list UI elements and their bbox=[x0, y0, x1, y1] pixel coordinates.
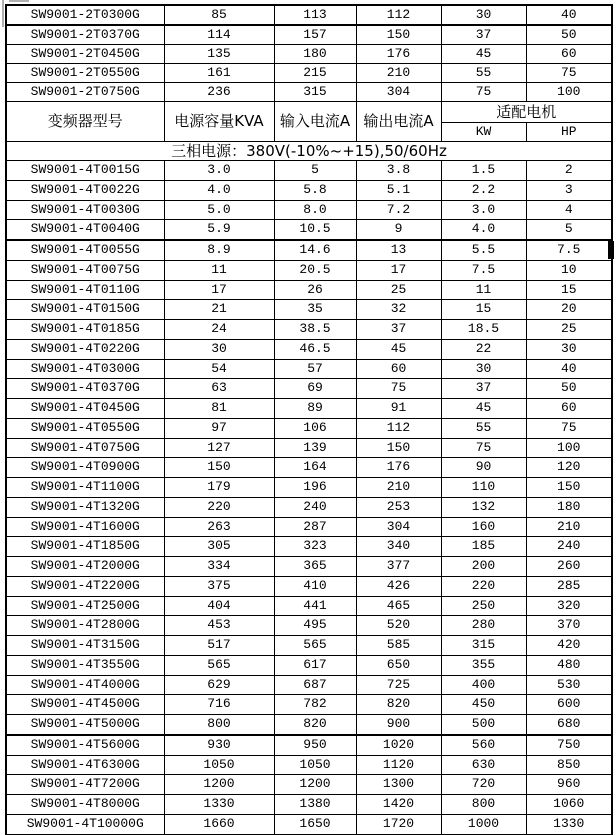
value-cell: 106 bbox=[274, 418, 356, 438]
model-cell: SW9001-4T5600G bbox=[6, 735, 164, 755]
value-cell: 560 bbox=[441, 735, 526, 755]
table-row bbox=[6, 616, 612, 636]
value-cell: 465 bbox=[356, 596, 441, 616]
model-cell: SW9001-4T0750G bbox=[6, 438, 164, 458]
value-cell: 950 bbox=[274, 735, 356, 755]
value-cell: 110 bbox=[441, 478, 526, 498]
model-cell: SW9001-4T0550G bbox=[6, 418, 164, 438]
value-cell: 75 bbox=[526, 418, 612, 438]
table-row bbox=[6, 557, 612, 577]
value-cell: 160 bbox=[441, 517, 526, 537]
value-cell: 480 bbox=[526, 655, 612, 675]
value-cell: 40 bbox=[526, 5, 612, 25]
model-cell: SW9001-4T8000G bbox=[6, 795, 164, 815]
value-cell: 5.5 bbox=[441, 240, 526, 260]
model-cell: SW9001-4T0450G bbox=[6, 399, 164, 419]
model-cell: SW9001-4T4000G bbox=[6, 675, 164, 695]
value-cell: 30 bbox=[164, 339, 274, 359]
value-cell: 127 bbox=[164, 438, 274, 458]
value-cell: 4.0 bbox=[441, 220, 526, 240]
table-row bbox=[6, 596, 612, 616]
value-cell: 2.2 bbox=[441, 180, 526, 200]
value-cell: 1.5 bbox=[441, 161, 526, 181]
value-cell: 3 bbox=[526, 180, 612, 200]
power-source-section-header: 三相电源：380V(-10%~+15),50/60Hz bbox=[6, 142, 612, 161]
table-row bbox=[6, 458, 612, 478]
value-cell: 22 bbox=[441, 339, 526, 359]
value-cell: 3.0 bbox=[441, 200, 526, 220]
value-cell: 315 bbox=[441, 636, 526, 656]
value-cell: 60 bbox=[356, 359, 441, 379]
value-cell: 304 bbox=[356, 83, 441, 102]
value-cell: 250 bbox=[441, 596, 526, 616]
table-row bbox=[6, 695, 612, 715]
value-cell: 287 bbox=[274, 517, 356, 537]
value-cell: 530 bbox=[526, 675, 612, 695]
value-cell: 14.6 bbox=[274, 240, 356, 260]
value-cell: 210 bbox=[356, 478, 441, 498]
value-cell: 650 bbox=[356, 655, 441, 675]
model-cell: SW9001-4T0370G bbox=[6, 379, 164, 399]
value-cell: 5.1 bbox=[356, 180, 441, 200]
value-cell: 15 bbox=[526, 280, 612, 300]
header-row bbox=[6, 102, 612, 123]
value-cell: 370 bbox=[526, 616, 612, 636]
inverter-spec-table bbox=[5, 4, 613, 835]
value-cell: 375 bbox=[164, 576, 274, 596]
value-cell: 180 bbox=[274, 45, 356, 64]
model-cell: SW9001-4T7200G bbox=[6, 775, 164, 795]
value-cell: 100 bbox=[526, 83, 612, 102]
value-cell: 196 bbox=[274, 478, 356, 498]
column-header-output-current: 输出电流A bbox=[356, 102, 441, 142]
value-cell: 617 bbox=[274, 655, 356, 675]
value-cell: 1200 bbox=[164, 775, 274, 795]
value-cell: 97 bbox=[164, 418, 274, 438]
table-row bbox=[6, 180, 612, 200]
model-cell: SW9001-4T0030G bbox=[6, 200, 164, 220]
value-cell: 75 bbox=[441, 83, 526, 102]
value-cell: 30 bbox=[526, 339, 612, 359]
value-cell: 5.0 bbox=[164, 200, 274, 220]
value-cell: 1330 bbox=[164, 795, 274, 815]
table-row bbox=[6, 5, 612, 25]
value-cell: 7.5 bbox=[526, 240, 612, 260]
value-cell: 135 bbox=[164, 45, 274, 64]
value-cell: 150 bbox=[164, 458, 274, 478]
value-cell: 81 bbox=[164, 399, 274, 419]
value-cell: 69 bbox=[274, 379, 356, 399]
value-cell: 20.5 bbox=[274, 260, 356, 280]
value-cell: 450 bbox=[441, 695, 526, 715]
model-cell: SW9001-4T0022G bbox=[6, 180, 164, 200]
table-row bbox=[6, 478, 612, 498]
value-cell: 40 bbox=[526, 359, 612, 379]
value-cell: 75 bbox=[356, 379, 441, 399]
value-cell: 900 bbox=[356, 715, 441, 735]
value-cell: 220 bbox=[441, 576, 526, 596]
value-cell: 161 bbox=[164, 64, 274, 83]
table-row bbox=[6, 260, 612, 280]
value-cell: 215 bbox=[274, 64, 356, 83]
table-row bbox=[6, 300, 612, 320]
model-cell: SW9001-2T0550G bbox=[6, 64, 164, 83]
value-cell: 3.8 bbox=[356, 161, 441, 181]
value-cell: 340 bbox=[356, 537, 441, 557]
value-cell: 253 bbox=[356, 497, 441, 517]
model-cell: SW9001-4T4500G bbox=[6, 695, 164, 715]
value-cell: 630 bbox=[441, 755, 526, 775]
value-cell: 37 bbox=[441, 25, 526, 45]
value-cell: 930 bbox=[164, 735, 274, 755]
value-cell: 5.9 bbox=[164, 220, 274, 240]
scan-artifact-left bbox=[2, 0, 4, 27]
value-cell: 13 bbox=[356, 240, 441, 260]
value-cell: 21 bbox=[164, 300, 274, 320]
value-cell: 38.5 bbox=[274, 320, 356, 340]
table-row bbox=[6, 675, 612, 695]
value-cell: 5.8 bbox=[274, 180, 356, 200]
value-cell: 37 bbox=[441, 379, 526, 399]
value-cell: 960 bbox=[526, 775, 612, 795]
value-cell: 716 bbox=[164, 695, 274, 715]
value-cell: 112 bbox=[356, 5, 441, 25]
value-cell: 91 bbox=[356, 399, 441, 419]
table-row bbox=[6, 735, 612, 755]
model-cell: SW9001-4T0220G bbox=[6, 339, 164, 359]
value-cell: 285 bbox=[526, 576, 612, 596]
model-cell: SW9001-4T3150G bbox=[6, 636, 164, 656]
value-cell: 426 bbox=[356, 576, 441, 596]
value-cell: 585 bbox=[356, 636, 441, 656]
table-row bbox=[6, 320, 612, 340]
value-cell: 377 bbox=[356, 557, 441, 577]
model-cell: SW9001-4T10000G bbox=[6, 814, 164, 834]
value-cell: 800 bbox=[164, 715, 274, 735]
value-cell: 1020 bbox=[356, 735, 441, 755]
value-cell: 1050 bbox=[274, 755, 356, 775]
value-cell: 113 bbox=[274, 5, 356, 25]
table-body-4t-series bbox=[6, 161, 612, 835]
value-cell: 441 bbox=[274, 596, 356, 616]
value-cell: 157 bbox=[274, 25, 356, 45]
table-row bbox=[6, 438, 612, 458]
model-cell: SW9001-4T2800G bbox=[6, 616, 164, 636]
value-cell: 2 bbox=[526, 161, 612, 181]
table-row bbox=[6, 795, 612, 815]
value-cell: 404 bbox=[164, 596, 274, 616]
value-cell: 10 bbox=[526, 260, 612, 280]
value-cell: 240 bbox=[526, 537, 612, 557]
value-cell: 782 bbox=[274, 695, 356, 715]
value-cell: 18.5 bbox=[441, 320, 526, 340]
table-row bbox=[6, 576, 612, 596]
table-row bbox=[6, 497, 612, 517]
model-cell: SW9001-2T0750G bbox=[6, 83, 164, 102]
model-cell: SW9001-4T0150G bbox=[6, 300, 164, 320]
value-cell: 150 bbox=[526, 478, 612, 498]
value-cell: 220 bbox=[164, 497, 274, 517]
value-cell: 500 bbox=[441, 715, 526, 735]
value-cell: 180 bbox=[526, 497, 612, 517]
value-cell: 304 bbox=[356, 517, 441, 537]
value-cell: 1050 bbox=[164, 755, 274, 775]
value-cell: 60 bbox=[526, 45, 612, 64]
table-header-group bbox=[6, 102, 612, 161]
model-cell: SW9001-4T1320G bbox=[6, 497, 164, 517]
scan-artifact-top bbox=[9, 0, 29, 2]
value-cell: 50 bbox=[526, 25, 612, 45]
table-row bbox=[6, 280, 612, 300]
model-cell: SW9001-4T5000G bbox=[6, 715, 164, 735]
value-cell: 5 bbox=[274, 161, 356, 181]
model-cell: SW9001-4T0040G bbox=[6, 220, 164, 240]
value-cell: 1720 bbox=[356, 814, 441, 834]
value-cell: 75 bbox=[526, 64, 612, 83]
value-cell: 55 bbox=[441, 418, 526, 438]
value-cell: 176 bbox=[356, 45, 441, 64]
model-cell: SW9001-2T0370G bbox=[6, 25, 164, 45]
value-cell: 114 bbox=[164, 25, 274, 45]
value-cell: 17 bbox=[356, 260, 441, 280]
model-cell: SW9001-4T0075G bbox=[6, 260, 164, 280]
column-header-model: 变频器型号 bbox=[6, 102, 164, 142]
value-cell: 355 bbox=[441, 655, 526, 675]
value-cell: 1650 bbox=[274, 814, 356, 834]
model-cell: SW9001-4T1600G bbox=[6, 517, 164, 537]
column-header-adapted-motor: 适配电机 bbox=[441, 102, 612, 123]
value-cell: 495 bbox=[274, 616, 356, 636]
section-header-row bbox=[6, 142, 612, 161]
value-cell: 565 bbox=[164, 655, 274, 675]
value-cell: 63 bbox=[164, 379, 274, 399]
value-cell: 132 bbox=[441, 497, 526, 517]
value-cell: 750 bbox=[526, 735, 612, 755]
table-row bbox=[6, 655, 612, 675]
value-cell: 20 bbox=[526, 300, 612, 320]
model-cell: SW9001-4T0110G bbox=[6, 280, 164, 300]
value-cell: 17 bbox=[164, 280, 274, 300]
table-row bbox=[6, 755, 612, 775]
model-cell: SW9001-4T6300G bbox=[6, 755, 164, 775]
value-cell: 8.0 bbox=[274, 200, 356, 220]
value-cell: 687 bbox=[274, 675, 356, 695]
model-cell: SW9001-4T2000G bbox=[6, 557, 164, 577]
value-cell: 280 bbox=[441, 616, 526, 636]
value-cell: 45 bbox=[441, 399, 526, 419]
value-cell: 453 bbox=[164, 616, 274, 636]
value-cell: 25 bbox=[356, 280, 441, 300]
value-cell: 35 bbox=[274, 300, 356, 320]
value-cell: 410 bbox=[274, 576, 356, 596]
value-cell: 365 bbox=[274, 557, 356, 577]
value-cell: 11 bbox=[441, 280, 526, 300]
value-cell: 400 bbox=[441, 675, 526, 695]
value-cell: 236 bbox=[164, 83, 274, 102]
model-cell: SW9001-4T0015G bbox=[6, 161, 164, 181]
value-cell: 1420 bbox=[356, 795, 441, 815]
value-cell: 46.5 bbox=[274, 339, 356, 359]
model-cell: SW9001-4T0300G bbox=[6, 359, 164, 379]
value-cell: 820 bbox=[356, 695, 441, 715]
table-row bbox=[6, 220, 612, 240]
value-cell: 89 bbox=[274, 399, 356, 419]
value-cell: 1200 bbox=[274, 775, 356, 795]
value-cell: 315 bbox=[274, 83, 356, 102]
value-cell: 50 bbox=[526, 379, 612, 399]
value-cell: 1120 bbox=[356, 755, 441, 775]
table-row bbox=[6, 359, 612, 379]
table-row bbox=[6, 240, 612, 260]
column-header-hp: HP bbox=[526, 123, 612, 142]
value-cell: 334 bbox=[164, 557, 274, 577]
value-cell: 420 bbox=[526, 636, 612, 656]
value-cell: 5 bbox=[526, 220, 612, 240]
value-cell: 112 bbox=[356, 418, 441, 438]
value-cell: 55 bbox=[441, 64, 526, 83]
model-cell: SW9001-4T0900G bbox=[6, 458, 164, 478]
column-header-input-current: 输入电流A bbox=[274, 102, 356, 142]
table-row bbox=[6, 379, 612, 399]
value-cell: 7.2 bbox=[356, 200, 441, 220]
value-cell: 60 bbox=[526, 399, 612, 419]
value-cell: 305 bbox=[164, 537, 274, 557]
model-cell: SW9001-2T0300G bbox=[6, 5, 164, 25]
value-cell: 263 bbox=[164, 517, 274, 537]
column-header-capacity: 电源容量KVA bbox=[164, 102, 274, 142]
value-cell: 517 bbox=[164, 636, 274, 656]
value-cell: 24 bbox=[164, 320, 274, 340]
value-cell: 90 bbox=[441, 458, 526, 478]
value-cell: 1660 bbox=[164, 814, 274, 834]
table-row bbox=[6, 161, 612, 181]
value-cell: 37 bbox=[356, 320, 441, 340]
table-row bbox=[6, 339, 612, 359]
model-cell: SW9001-4T1100G bbox=[6, 478, 164, 498]
value-cell: 210 bbox=[356, 64, 441, 83]
table-row bbox=[6, 418, 612, 438]
value-cell: 820 bbox=[274, 715, 356, 735]
value-cell: 1300 bbox=[356, 775, 441, 795]
value-cell: 164 bbox=[274, 458, 356, 478]
value-cell: 1330 bbox=[526, 814, 612, 834]
value-cell: 57 bbox=[274, 359, 356, 379]
model-cell: SW9001-4T2500G bbox=[6, 596, 164, 616]
model-cell: SW9001-4T3550G bbox=[6, 655, 164, 675]
model-cell: SW9001-2T0450G bbox=[6, 45, 164, 64]
value-cell: 4 bbox=[526, 200, 612, 220]
value-cell: 520 bbox=[356, 616, 441, 636]
column-header-kw: KW bbox=[441, 123, 526, 142]
value-cell: 629 bbox=[164, 675, 274, 695]
value-cell: 176 bbox=[356, 458, 441, 478]
value-cell: 45 bbox=[441, 45, 526, 64]
table-row bbox=[6, 715, 612, 735]
table-row bbox=[6, 200, 612, 220]
value-cell: 680 bbox=[526, 715, 612, 735]
value-cell: 120 bbox=[526, 458, 612, 478]
table-body-2t-series bbox=[6, 5, 612, 102]
value-cell: 240 bbox=[274, 497, 356, 517]
model-cell: SW9001-4T0055G bbox=[6, 240, 164, 260]
value-cell: 725 bbox=[356, 675, 441, 695]
value-cell: 179 bbox=[164, 478, 274, 498]
value-cell: 100 bbox=[526, 438, 612, 458]
value-cell: 7.5 bbox=[441, 260, 526, 280]
value-cell: 11 bbox=[164, 260, 274, 280]
value-cell: 30 bbox=[441, 359, 526, 379]
value-cell: 85 bbox=[164, 5, 274, 25]
value-cell: 850 bbox=[526, 755, 612, 775]
value-cell: 10.5 bbox=[274, 220, 356, 240]
value-cell: 15 bbox=[441, 300, 526, 320]
table-row bbox=[6, 537, 612, 557]
value-cell: 25 bbox=[526, 320, 612, 340]
value-cell: 4.0 bbox=[164, 180, 274, 200]
value-cell: 75 bbox=[441, 438, 526, 458]
value-cell: 200 bbox=[441, 557, 526, 577]
value-cell: 1380 bbox=[274, 795, 356, 815]
model-cell: SW9001-4T1850G bbox=[6, 537, 164, 557]
table-row bbox=[6, 45, 612, 64]
value-cell: 260 bbox=[526, 557, 612, 577]
table-row bbox=[6, 775, 612, 795]
value-cell: 9 bbox=[356, 220, 441, 240]
model-cell: SW9001-4T0185G bbox=[6, 320, 164, 340]
table-row bbox=[6, 517, 612, 537]
value-cell: 720 bbox=[441, 775, 526, 795]
value-cell: 32 bbox=[356, 300, 441, 320]
value-cell: 185 bbox=[441, 537, 526, 557]
value-cell: 45 bbox=[356, 339, 441, 359]
value-cell: 139 bbox=[274, 438, 356, 458]
value-cell: 800 bbox=[441, 795, 526, 815]
value-cell: 320 bbox=[526, 596, 612, 616]
table-row bbox=[6, 814, 612, 834]
table-row bbox=[6, 636, 612, 656]
value-cell: 3.0 bbox=[164, 161, 274, 181]
value-cell: 30 bbox=[441, 5, 526, 25]
table-row bbox=[6, 83, 612, 102]
value-cell: 8.9 bbox=[164, 240, 274, 260]
model-cell: SW9001-4T2200G bbox=[6, 576, 164, 596]
value-cell: 323 bbox=[274, 537, 356, 557]
value-cell: 600 bbox=[526, 695, 612, 715]
value-cell: 210 bbox=[526, 517, 612, 537]
value-cell: 1060 bbox=[526, 795, 612, 815]
value-cell: 565 bbox=[274, 636, 356, 656]
table-row bbox=[6, 399, 612, 419]
value-cell: 54 bbox=[164, 359, 274, 379]
value-cell: 150 bbox=[356, 438, 441, 458]
table-row bbox=[6, 25, 612, 45]
value-cell: 1000 bbox=[441, 814, 526, 834]
value-cell: 150 bbox=[356, 25, 441, 45]
table-row bbox=[6, 64, 612, 83]
value-cell: 26 bbox=[274, 280, 356, 300]
